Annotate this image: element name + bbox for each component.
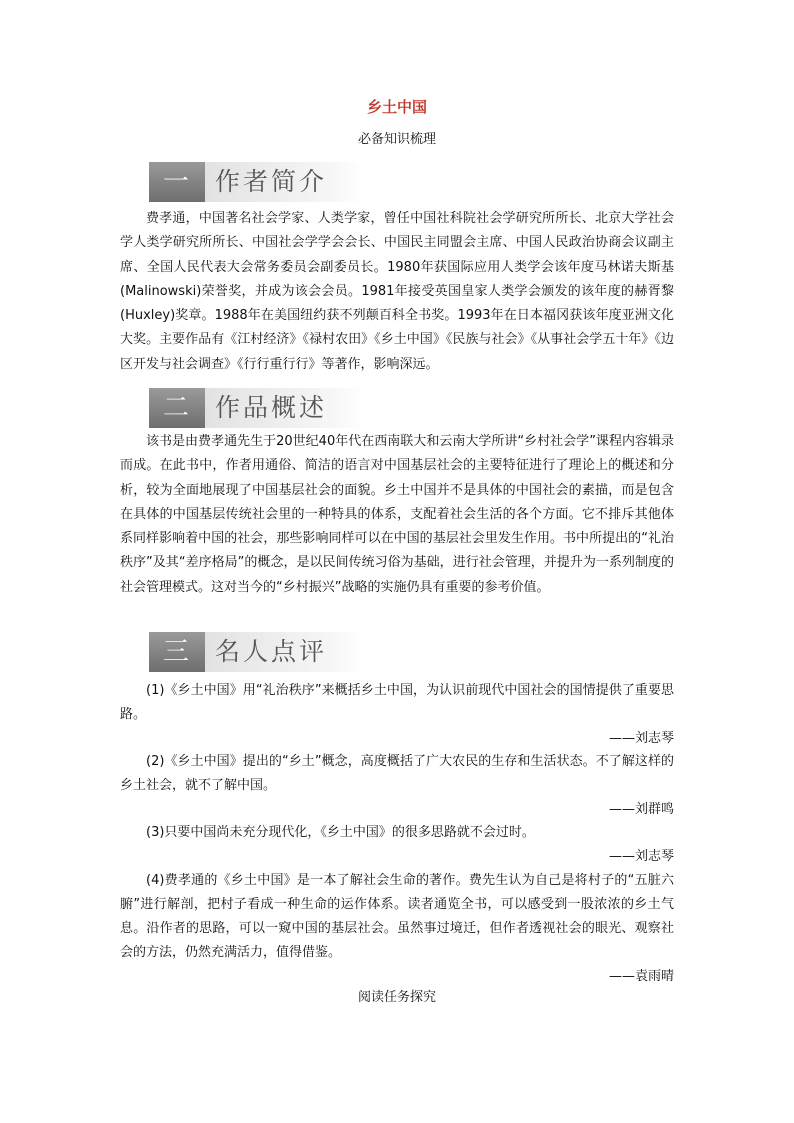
overview-paragraph: 该书是由费孝通先生于20世纪40年代在西南联大和云南大学所讲“乡村社会学”课程内容辑录而成。在此书中，作者用通俗、简洁的语言对中国基层社会的主要特征进行了理论上的概述和分析，较为全面地展现了中国基层社会的面貌。乡土中国并不是具体的中国社会的素描，而是包含在具体的中国基层传统社会里的一种特具的体系，支配着社会生活的各个方面。它不排斥其他体系同样影响着中国的社会，那些影响同样可以在中国的基层社会里发生作用。书中所提出的“礼治秩序”及其“差序格局”的概念，是以民间传统习俗为基础，进行社会管理，并提升为一系列制度的社会管理模式。这对当今的“乡村振兴”战略的实施仍具有重要的参考价值。	[120, 434, 674, 595]
document-title: 乡土中国	[366, 98, 427, 116]
section-header-reviews	[149, 628, 379, 674]
review-quote: (4)费孝通的《乡土中国》是一本了解社会生命的著作。费先生认为自己是将村子的“五脏六腑”进行解剖，把村子看成一种生命的运作体系。读者通览全书，可以感受到一股浓浓的乡土气息。沿作者的思路，可以一窥中国的基层社会。虽然事过境迁，但作者透视社会的眼光、观察社会的方法，仍然充满活力，值得借鉴。	[120, 873, 674, 960]
review-author: ——刘志琴	[608, 731, 674, 746]
author-paragraph: 费孝通，中国著名社会学家、人类学家，曾任中国社科院社会学研究所所长、北京大学社会学人类学研究所所长、中国社会学学会会长、中国民主同盟会主席、中国人民政治协商会议副主席、全国人民代表大会常务委员会副委员长。1980年获国际应用人类学会该年度马林诺夫斯基(Malinowski)荣誉奖，并成为该会会员。1981年接受英国皇家人类学会颁发的该年度的赫胥黎(Huxley)奖章。1988年在美国纽约获不列颠百科全书奖。1993年在日本福冈获该年度亚洲文化大奖。主要作品有《江村经济》《禄村农田》《乡土中国》《民族与社会》《从事社会学五十年》《边区开发与社会调查》《行行重行行》等著作，影响深远。	[120, 211, 674, 372]
review-quote: (1)《乡土中国》用“礼治秩序”来概括乡土中国，为认识前现代中国社会的国情提供了重要思路。	[120, 683, 674, 722]
section-heading: 作品概述	[215, 393, 328, 422]
section-heading: 作者简介	[215, 167, 328, 196]
review-author: ——刘群鸣	[608, 802, 674, 817]
review-author: ——袁雨晴	[608, 969, 674, 984]
review-author: ——刘志琴	[608, 849, 674, 864]
document-subtitle: 必备知识梳理	[357, 132, 436, 147]
section-header-overview	[149, 384, 379, 430]
section-number-box: 二	[149, 388, 205, 428]
section-heading: 名人点评	[215, 637, 328, 666]
section-number-box: 一	[149, 162, 205, 202]
section-header-author	[149, 158, 379, 204]
review-quote: (3)只要中国尚未充分现代化，《乡土中国》的很多思路就不会过时。	[146, 825, 535, 840]
review-quote: (2)《乡土中国》提出的“乡土”概念，高度概括了广大农民的生存和生活状态。不了解这样的乡土社会，就不了解中国。	[120, 754, 674, 793]
section-number-box: 三	[149, 632, 205, 672]
section-heading-reading-tasks: 阅读任务探究	[357, 990, 436, 1005]
